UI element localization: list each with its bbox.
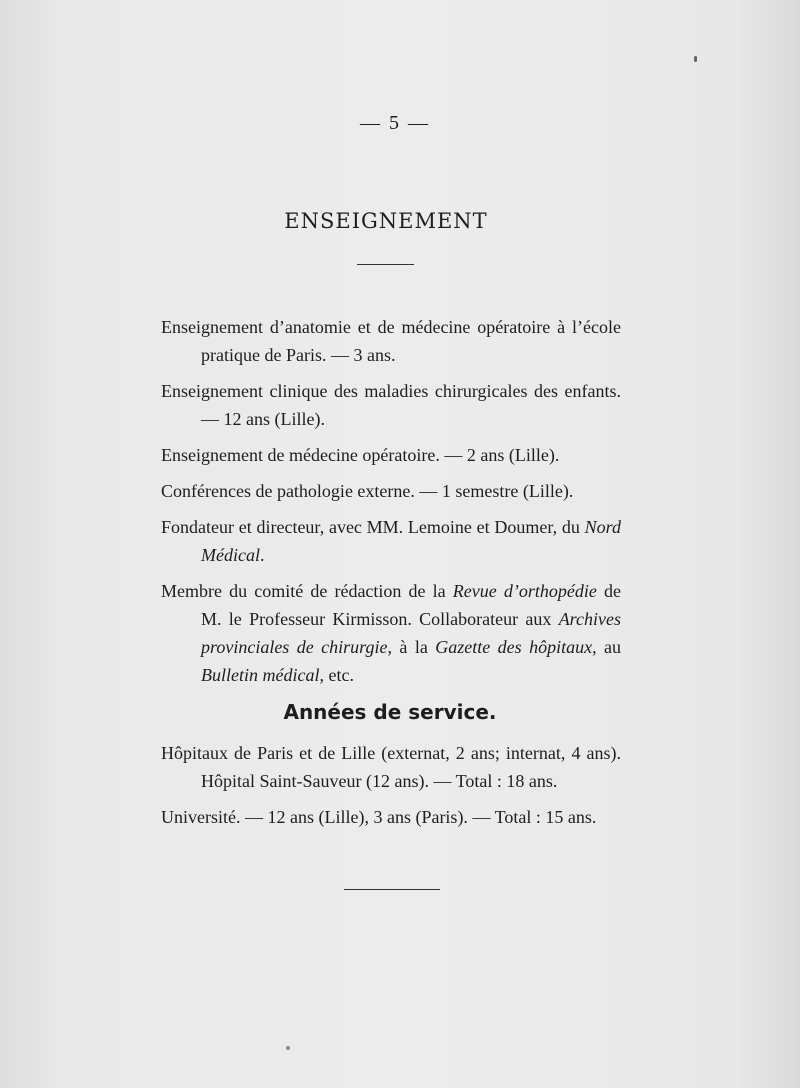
paper-speck (694, 56, 697, 62)
italic-title: Gazette des hôpitaux (435, 637, 593, 657)
italic-title: Revue d’orthopédie (452, 581, 597, 601)
entry-text: de M. le Professeur Kirmisson. Collaborateur aux (201, 581, 621, 629)
teaching-entry (161, 377, 621, 433)
service-entry (161, 739, 621, 795)
entry-text: , à la (387, 637, 436, 657)
entry-text: . (259, 545, 265, 565)
teaching-entry (161, 513, 621, 569)
entry-text: , etc. (319, 665, 354, 685)
entry-text: Hôpitaux de Paris et de Lille (externat, 2 ans; internat, 4 ans). Hôpital Saint-Sauveur (12 ans). — Total : 18 ans. (161, 743, 621, 791)
teaching-entry (161, 477, 621, 505)
service-heading: Années de service. (283, 700, 497, 724)
italic-title: Bulletin médical (201, 665, 320, 685)
end-divider (344, 889, 440, 890)
entry-text: Conférences de pathologie externe. — 1 semestre (Lille). (161, 481, 574, 501)
entry-text: Université. — 12 ans (Lille), 3 ans (Paris). — Total : 15 ans. (161, 807, 597, 827)
entry-text: Enseignement de médecine opératoire. — 2 ans (Lille). (161, 445, 560, 465)
page-number: — 5 — (360, 112, 430, 134)
italic-title: Nord Médical (201, 517, 621, 565)
title-divider (357, 264, 414, 265)
teaching-entry (161, 313, 621, 369)
teaching-list (161, 313, 621, 697)
entry-text: Fondateur et directeur, avec MM. Lemoine et Doumer, du (161, 517, 585, 537)
entry-text: Enseignement clinique des maladies chirurgicales des enfants. — 12 ans (Lille). (161, 381, 621, 429)
entry-text: Membre du comité de rédaction de la (161, 581, 453, 601)
teaching-entry (161, 577, 621, 689)
service-entry (161, 803, 621, 831)
paper-speck (286, 1046, 290, 1050)
italic-title: Archives provinciales de chirurgie (201, 609, 621, 657)
entry-text: , au (592, 637, 621, 657)
section-title: ENSEIGNEMENT (284, 209, 488, 233)
entry-text: Enseignement d’anatomie et de médecine opératoire à l’école pratique de Paris. — 3 ans. (161, 317, 621, 365)
teaching-entry (161, 441, 621, 469)
service-list (161, 739, 621, 839)
